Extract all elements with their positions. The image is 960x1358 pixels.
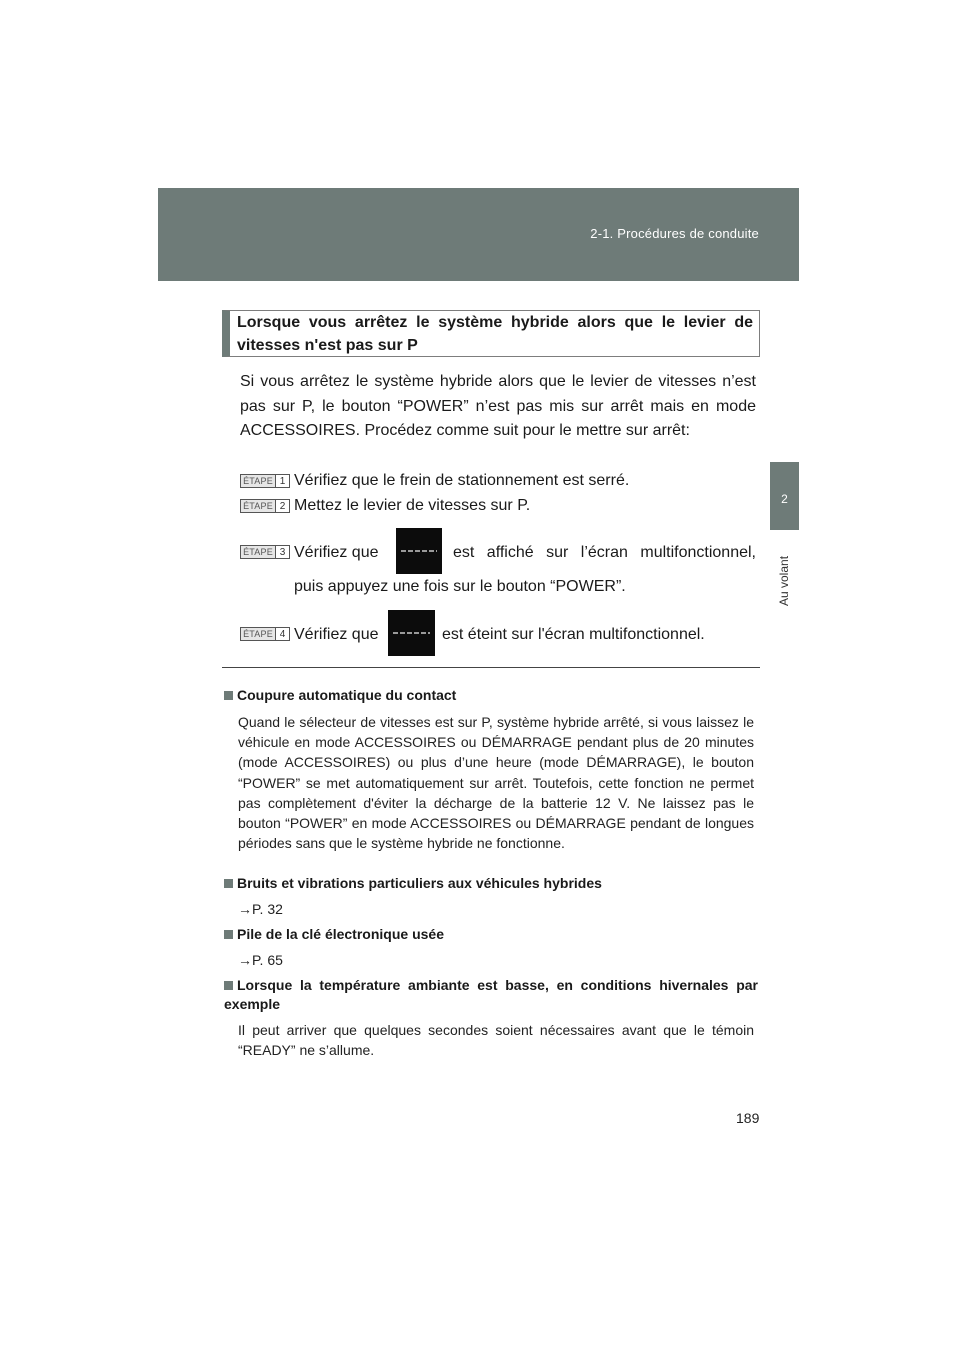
step-text: Vérifiez que le frein de stationnement est serré.: [294, 472, 630, 489]
step-badge-label: ÉTAPE: [241, 475, 276, 487]
step-badge-number: 3: [276, 546, 289, 558]
step-badge-label: ÉTAPE: [241, 628, 276, 640]
step-badge-number: 2: [276, 500, 289, 512]
step-text: Vérifiez que: [294, 544, 379, 561]
note-title: [224, 976, 758, 1014]
multi-info-display-image: [388, 610, 435, 656]
chapter-number: 2: [781, 492, 788, 506]
chapter-label: Au volant: [777, 555, 791, 606]
section-header-band: [158, 188, 799, 281]
step-1: [240, 472, 760, 492]
step-2: [240, 497, 760, 517]
step-4: [240, 610, 760, 658]
note-title-text: Coupure automatique du contact: [237, 687, 457, 703]
step-badge-number: 4: [276, 628, 289, 640]
section-title: 2-1. Procédures de conduite: [590, 226, 759, 241]
chapter-tab: [770, 462, 799, 530]
note-ref: →P. 32: [238, 901, 283, 917]
step-badge: [240, 499, 290, 513]
step-text-line2: puis appuyez une fois sur le bouton “POWER”.: [294, 578, 626, 595]
page-number: 189: [736, 1110, 760, 1126]
step-badge: [240, 545, 290, 559]
square-bullet-icon: [224, 930, 233, 939]
step-badge: [240, 474, 290, 488]
note-title: [224, 874, 758, 893]
square-bullet-icon: [224, 879, 233, 888]
step-3: [240, 528, 760, 608]
note-title: [224, 686, 758, 705]
step-text-cont: est affiché sur l’écran multifonctionnel,: [453, 544, 756, 561]
step-text-cont: est éteint sur l'écran multifonctionnel.: [442, 626, 705, 643]
section-heading: Lorsque vous arrêtez le système hybride alors que le levier de vitesses n'est pas sur P: [222, 310, 760, 357]
step-badge-number: 1: [276, 475, 289, 487]
multi-info-display-image: [396, 528, 442, 574]
step-badge-label: ÉTAPE: [241, 500, 276, 512]
step-text: Vérifiez que: [294, 626, 379, 643]
square-bullet-icon: [224, 691, 233, 700]
square-bullet-icon: [224, 981, 233, 990]
step-text: Mettez le levier de vitesses sur P.: [294, 497, 531, 514]
section-divider: [222, 667, 760, 668]
note-title-text: Pile de la clé électronique usée: [237, 926, 444, 942]
intro-paragraph: Si vous arrêtez le système hybride alors que le levier de vitesses n’est pas sur P, le bouton “POWER” n’est pas mis sur arrêt mais en mode ACCESSOIRES. Procédez comme suit pour le mettre sur arrêt:: [240, 373, 756, 439]
note-ref: →P. 65: [238, 952, 283, 968]
step-badge: [240, 627, 290, 641]
note-body: Il peut arriver que quelques secondes soient nécessaires avant que le témoin “READY” ne s’allume.: [238, 1022, 754, 1059]
step-badge-label: ÉTAPE: [241, 546, 276, 558]
note-body: Quand le sélecteur de vitesses est sur P, système hybride arrêté, si vous laissez le véhicule en mode ACCESSOIRES ou DÉMARRAGE pendant plus de 20 minutes (mode ACCESSOIRES) ou plus d’une heure (mode DÉMARRAGE), le bouton “POWER” se met automatiquement sur arrêt. Toutefois, cette fonction ne permet pas complètement d'éviter la décharge de la batterie 12 V. Ne laissez pas le bouton “POWER” en mode ACCESSOIRES ou DÉMARRAGE pendant de longues périodes sans que le système hybride ne fonctionne.: [238, 714, 754, 852]
note-title-text: Bruits et vibrations particuliers aux véhicules hybrides: [237, 875, 602, 891]
note-title: [224, 925, 758, 944]
note-title-text: Lorsque la température ambiante est basse, en conditions hivernales par exemple: [224, 977, 758, 1012]
